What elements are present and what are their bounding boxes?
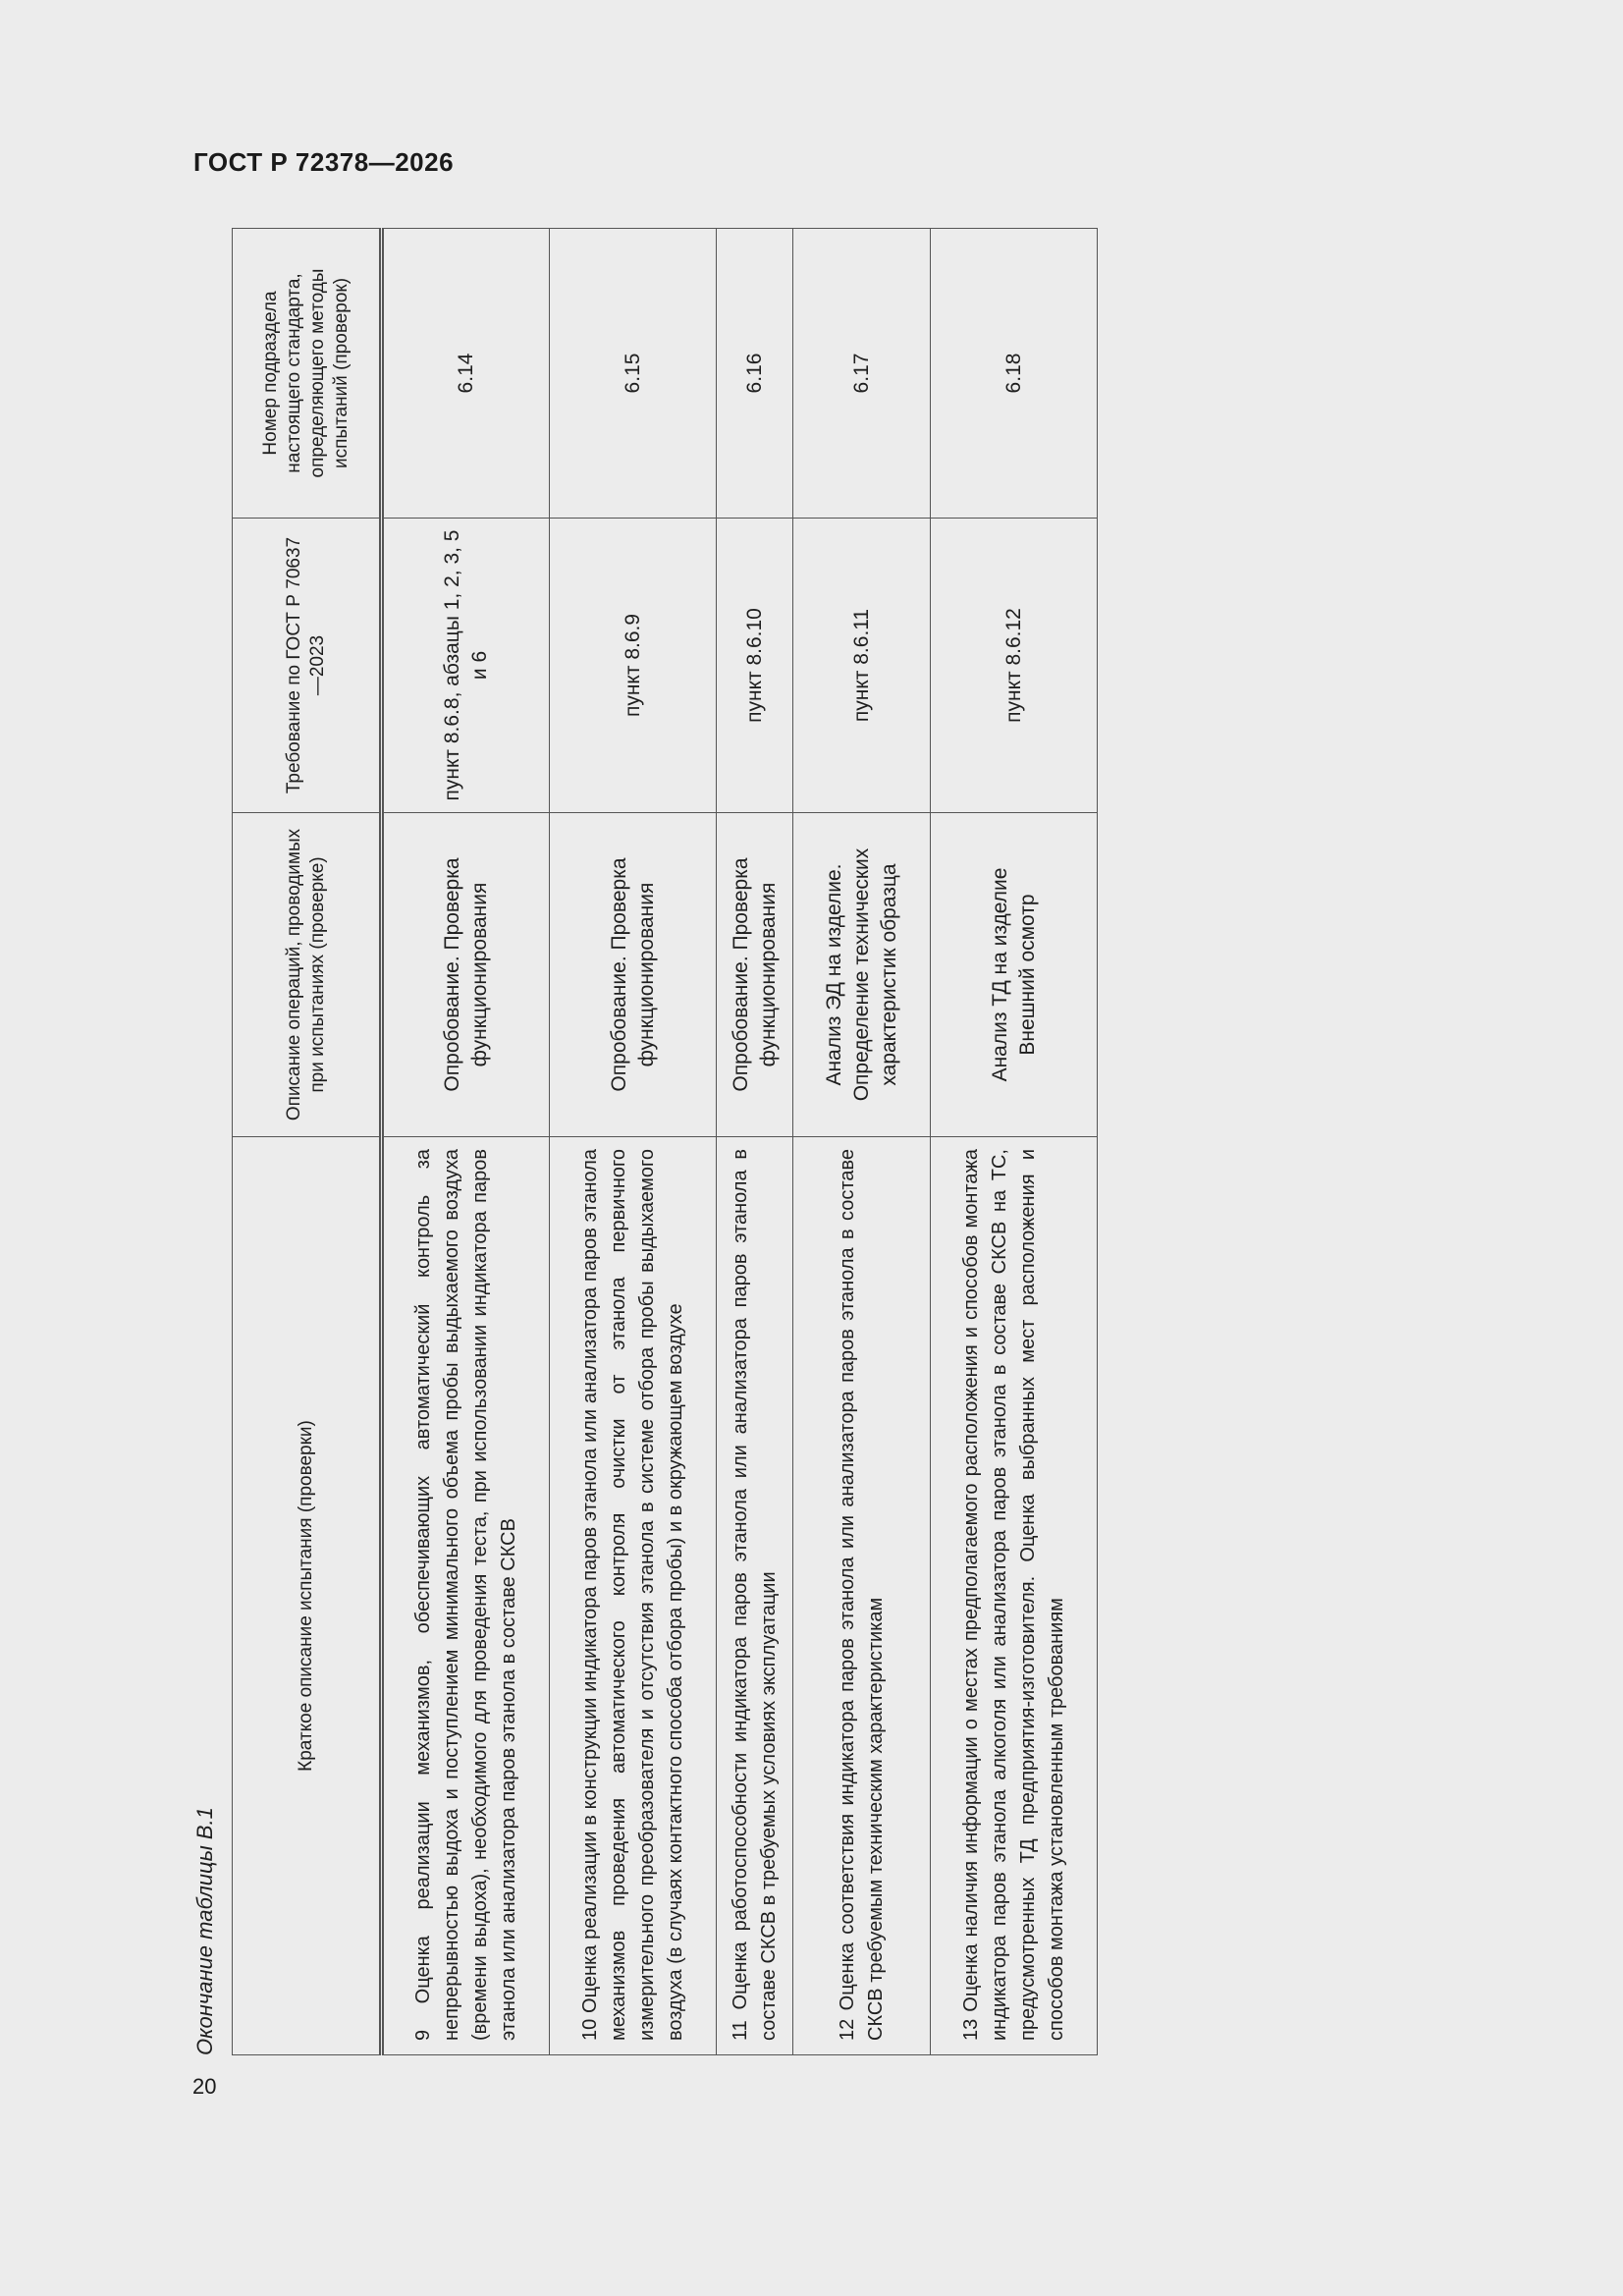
row-subsection: 6.18 [931,229,1098,519]
row-subsection: 6.17 [793,229,931,519]
document-code: ГОСТ Р 72378—2026 [193,147,455,177]
row-requirement: пункт 8.6.11 [793,519,931,813]
test-table [232,228,1098,2055]
row-subsection: 6.14 [382,229,550,519]
row-description: 12 Оценка соответствия индикатора паров этанола или анализатора паров этанола в составе СКСВ требуемым техническим характеристикам [793,1137,931,2055]
row-description: 10 Оценка реализации в конструкции индикатора паров этанола или анализатора паров этанола механизмов проведения автоматического контроля очистки от этанола первичного измерительного преобразователя и отсутствия этанола в системе отбора пробы выдыхаемого воздуха (в случаях контактного способа отбора пробы) и в окружающем воздухе [550,1137,717,2055]
row-description: 9 Оценка реализации механизмов, обеспечивающих автоматический контроль за непрерывностью выдоха и поступлением минимального объема пробы выдыхаемого воздуха (времени выдоха), необходимого для проведения теста, при использовании индикатора паров этанола или анализатора паров этанола в составе СКСВ [382,1137,550,2055]
column-header-operations: Описание операций, проводимых при испытаниях (проверке) [233,813,382,1137]
row-subsection: 6.15 [550,229,717,519]
column-header-requirement: Требование по ГОСТ Р 70637—2023 [233,519,382,813]
row-requirement: пункт 8.6.12 [931,519,1098,813]
table-row [382,229,550,2055]
column-header-description: Краткое описание испытания (проверки) [233,1137,382,2055]
row-operations: Анализ ТД на изделие Внешний осмотр [931,813,1098,1137]
row-subsection: 6.16 [717,229,793,519]
row-requirement: пункт 8.6.10 [717,519,793,813]
row-operations: Опробование. Проверка функционирования [382,813,550,1137]
row-requirement: пункт 8.6.9 [550,519,717,813]
row-operations: Опробование. Проверка функционирования [717,813,793,1137]
table-header-row [233,229,382,2055]
row-operations: Опробование. Проверка функционирования [550,813,717,1137]
column-header-subsection: Номер подраздела настоящего стандарта, определяющего методы испытаний (проверок) [233,229,382,519]
row-description: 11 Оценка работоспособности индикатора паров этанола или анализатора паров этанола в составе СКСВ в требуемых условиях эксплуатации [717,1137,793,2055]
rotated-table-area [192,229,1096,2055]
row-description: 13 Оценка наличия информации о местах предполагаемого расположения и способов монтажа индикатора паров этанола алкоголя или анализатора паров этанола в составе СКСВ на ТС, предусмотренных ТД предприятия-изготовителя. Оценка выбранных мест расположения и способов монтажа установленным требованиям [931,1137,1098,2055]
row-requirement: пункт 8.6.8, абзацы 1, 2, 3, 5 и 6 [382,519,550,813]
page-number: 20 [192,2074,217,2099]
table-row [550,229,717,2055]
table-row [931,229,1098,2055]
table-caption: Окончание таблицы В.1 [192,1807,217,2055]
table-row [717,229,793,2055]
row-operations: Анализ ЭД на изделие. Определение технических характеристик образца [793,813,931,1137]
table-row [793,229,931,2055]
